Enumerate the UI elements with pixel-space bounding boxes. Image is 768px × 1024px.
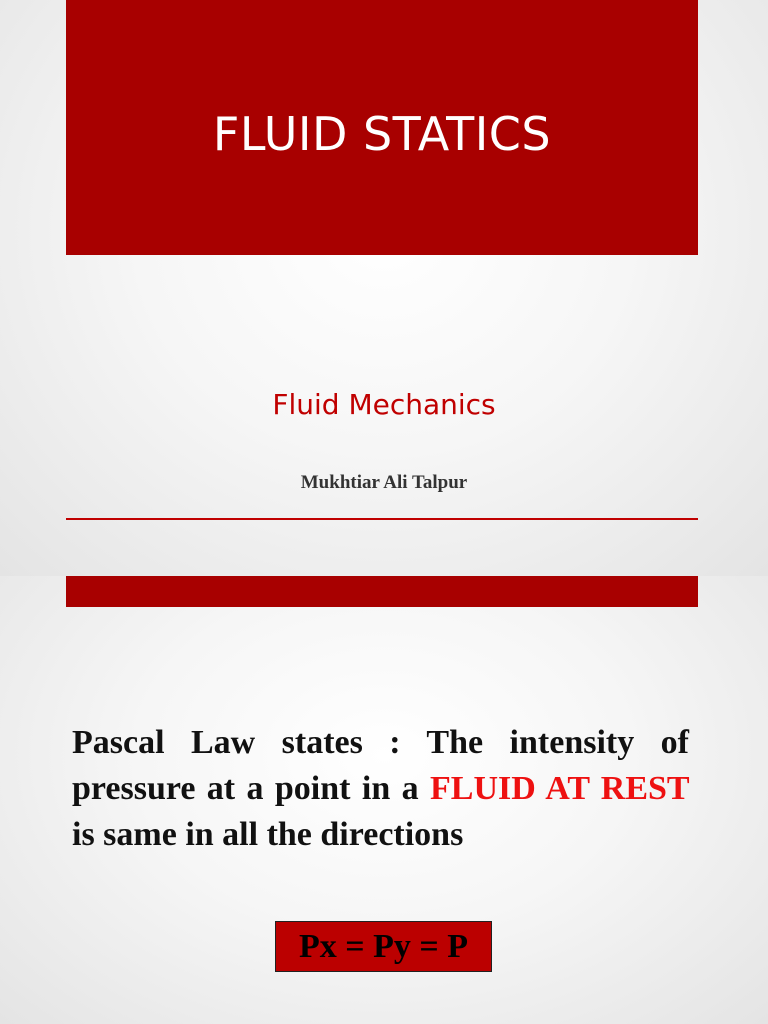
pascal-law-statement xyxy=(72,720,689,858)
slide-title: FLUID STATICS xyxy=(212,106,552,161)
header-bar xyxy=(66,576,698,607)
slide-subtitle: Fluid Mechanics xyxy=(272,388,496,421)
title-banner xyxy=(66,0,698,255)
formula-text: Px = Py = P xyxy=(298,927,469,965)
author-name: Mukhtiar Ali Talpur xyxy=(300,472,468,493)
formula-box xyxy=(275,921,492,972)
statement-text-end: is same in all the directions xyxy=(72,816,464,853)
content-slide xyxy=(0,576,768,1024)
divider-line xyxy=(66,518,698,520)
statement-highlight: FLUID AT REST xyxy=(430,770,689,807)
statement-text-start: Pascal Law states : The intensity of pressure at a point in a xyxy=(72,724,689,807)
